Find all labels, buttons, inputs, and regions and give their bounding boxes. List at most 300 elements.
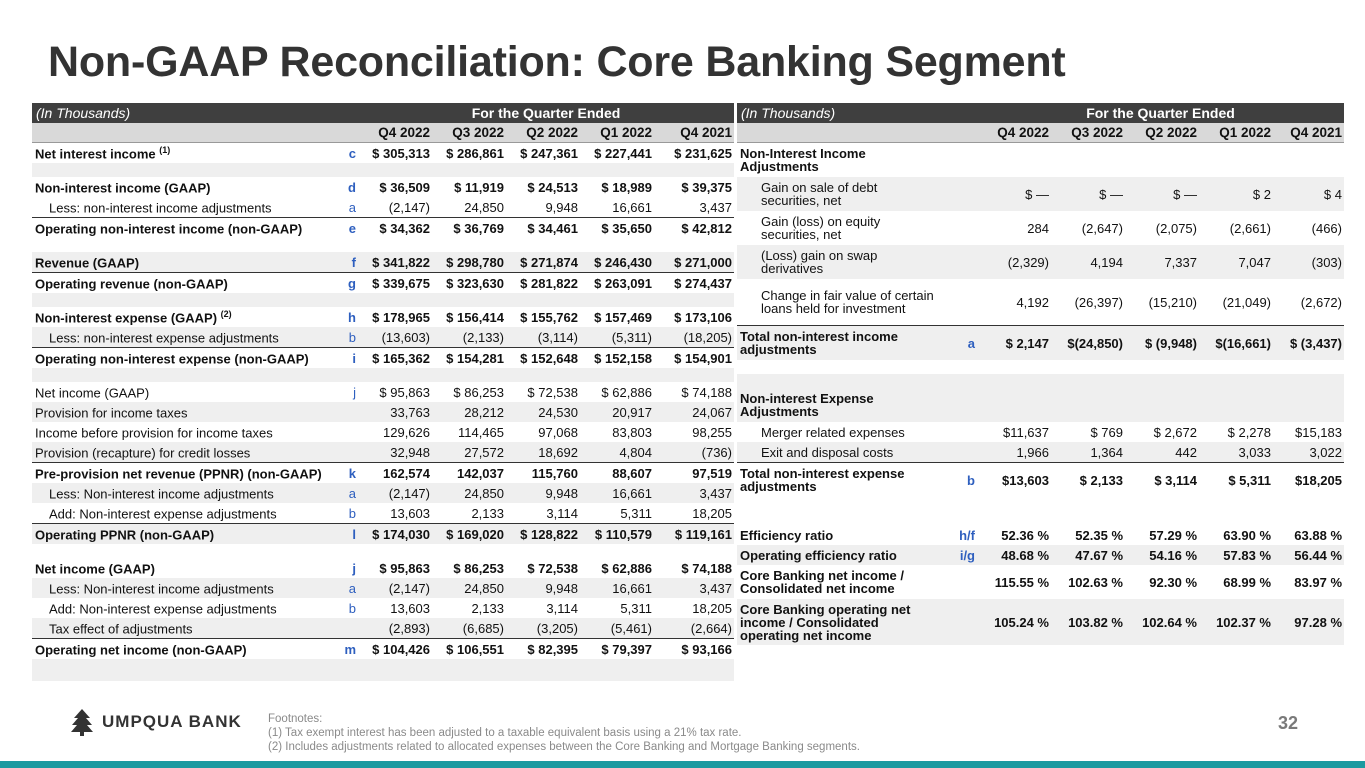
row-label-text: Net income (GAAP)	[35, 561, 155, 577]
row-value: (2,133)	[432, 327, 506, 348]
row-value: $ —	[977, 177, 1051, 211]
row-value: 18,205	[692, 505, 732, 521]
row-value: $ 86,253	[453, 560, 504, 576]
row-ref-letter: j	[352, 560, 356, 576]
left-period-header: For the Quarter Ended	[358, 103, 734, 123]
spacer-row	[737, 360, 1344, 374]
row-value: 48.68 %	[977, 545, 1051, 565]
row-value: $13,603	[977, 463, 1051, 498]
right-unit-label: (In Thousands)	[737, 103, 937, 123]
col-header: Q2 2022	[1125, 123, 1199, 143]
row-label	[32, 143, 340, 164]
col-header: Q4 2021	[654, 123, 734, 143]
table-row	[32, 558, 734, 578]
row-value: 97,068	[538, 424, 578, 440]
table-row	[32, 618, 734, 639]
row-value: $ 2,147	[977, 326, 1051, 361]
row-label-text: Add: Non-interest expense adjustments	[49, 601, 277, 617]
row-label	[32, 327, 340, 348]
row-value: $ 2,672	[1153, 424, 1197, 440]
col-header: Q2 2022	[506, 123, 580, 143]
row-label-text: Add: Non-interest expense adjustments	[49, 506, 277, 522]
row-value: (26,397)	[1074, 294, 1123, 310]
row-value: $ 62,886	[601, 384, 652, 400]
table-row	[32, 442, 734, 463]
row-value: $ (3,437)	[1273, 326, 1344, 361]
row-ref-letter: e	[340, 218, 358, 239]
row-footnote-ref: (2)	[220, 308, 232, 319]
table-row	[32, 639, 734, 660]
col-header: Q4 2022	[358, 123, 432, 143]
row-label	[32, 483, 340, 503]
row-value: 13,603	[390, 600, 430, 616]
table-row	[737, 143, 1344, 178]
row-value	[1273, 143, 1344, 178]
row-label	[32, 558, 340, 578]
table-row	[737, 463, 1344, 498]
row-value	[1125, 143, 1199, 178]
table-row	[32, 402, 734, 422]
row-value: 162,574	[358, 463, 432, 484]
row-ref-letter: b	[937, 463, 977, 498]
table-row	[32, 463, 734, 484]
row-value: $ 104,426	[358, 639, 432, 660]
row-label	[32, 503, 340, 524]
row-ref-letter: b	[348, 600, 356, 616]
row-ref-letter	[937, 177, 977, 211]
row-value: $(24,850)	[1051, 326, 1125, 361]
table-row	[32, 348, 734, 369]
row-value: (2,661)	[1229, 220, 1271, 236]
row-value: $ 74,188	[681, 560, 732, 576]
row-label-text: Pre-provision net revenue (PPNR) (non-GAAP)	[35, 466, 322, 482]
row-value: $ 35,650	[580, 218, 654, 239]
left-reconciliation-table	[32, 103, 734, 681]
row-value: 442	[1125, 442, 1199, 463]
row-value: $ 154,281	[432, 348, 506, 369]
row-value: $ 323,630	[432, 273, 506, 294]
row-value: 83.97 %	[1294, 574, 1342, 590]
row-label	[32, 639, 340, 660]
table-row	[32, 524, 734, 545]
row-value	[1051, 143, 1125, 178]
row-value: 57.29 %	[1149, 527, 1197, 543]
row-label-text: Operating net income (non-GAAP)	[35, 642, 247, 658]
row-value: $ 341,822	[358, 252, 432, 273]
row-value: $ 82,395	[506, 639, 580, 660]
row-value: 142,037	[432, 463, 506, 484]
row-ref-letter	[937, 279, 977, 326]
row-value: $ 271,874	[506, 252, 580, 273]
row-value: $ 157,469	[594, 309, 652, 325]
row-value: $ 174,030	[358, 524, 432, 545]
row-value: (13,603)	[358, 327, 432, 348]
row-label: Total non-interest income adjustments	[737, 326, 937, 361]
row-value: $ 231,625	[674, 145, 732, 161]
row-label-text: Income before provision for income taxes	[35, 425, 273, 441]
row-value: (736)	[654, 442, 734, 463]
row-label: Operating efficiency ratio	[737, 545, 937, 565]
right-reconciliation-table	[737, 103, 1344, 645]
row-label-text: Net interest income	[35, 146, 156, 162]
row-value: 16,661	[612, 199, 652, 215]
row-value: $ 42,812	[654, 218, 734, 239]
col-header: Q3 2022	[432, 123, 506, 143]
row-ref-letter: c	[348, 145, 356, 161]
row-value: (303)	[1273, 245, 1344, 279]
row-value: 47.67 %	[1051, 545, 1125, 565]
row-value: 9,948	[506, 578, 580, 598]
table-row	[737, 211, 1344, 245]
row-value: $ 36,509	[379, 179, 430, 195]
row-value: $ 110,579	[580, 524, 654, 545]
row-value: $ 106,551	[432, 639, 506, 660]
row-ref-letter: g	[340, 273, 358, 294]
row-label: Efficiency ratio	[740, 527, 834, 543]
row-value: 3,437	[699, 199, 732, 215]
row-value: 3,114	[546, 600, 578, 616]
row-value: (466)	[1311, 220, 1342, 236]
row-label: Core Banking net income / Consolidated net income	[740, 568, 904, 596]
row-label: Non-Interest Income Adjustments	[740, 146, 866, 174]
spacer-row	[737, 511, 1344, 525]
row-value: (2,147)	[388, 199, 430, 215]
row-label	[32, 442, 340, 463]
table-row	[737, 388, 1344, 422]
row-value: $ 11,919	[454, 179, 504, 195]
row-value: 56.44 %	[1273, 545, 1344, 565]
row-label: Core Banking operating net income / Consolidated operating net income	[737, 599, 937, 645]
row-ref-letter	[937, 388, 977, 422]
row-value: (2,664)	[654, 618, 734, 639]
row-value: $ 339,675	[358, 273, 432, 294]
row-value: 20,917	[580, 402, 654, 422]
row-ref-letter	[937, 143, 977, 178]
row-value: 63.90 %	[1223, 527, 1271, 543]
row-value: 52.35 %	[1075, 527, 1123, 543]
table-row	[737, 525, 1344, 545]
spacer-row	[32, 163, 734, 177]
row-value: 3,437	[654, 483, 734, 503]
row-value: (6,685)	[432, 618, 506, 639]
row-value: $ 39,375	[681, 179, 732, 195]
row-value: $ 62,886	[601, 560, 652, 576]
table-row	[32, 273, 734, 294]
row-value: 2,133	[471, 600, 504, 616]
row-value: $ 72,538	[527, 384, 578, 400]
row-label-text: Non-interest expense (GAAP)	[35, 310, 218, 326]
row-value: (5,311)	[580, 327, 654, 348]
row-value: 9,948	[506, 483, 580, 503]
row-value: $ 128,822	[506, 524, 580, 545]
row-value: 4,804	[580, 442, 654, 463]
row-value: 9,948	[545, 199, 578, 215]
row-ref-letter: a	[348, 199, 356, 215]
row-label: Gain (loss) on equity securities, net	[761, 214, 881, 242]
row-value: 114,465	[457, 424, 504, 440]
table-row	[737, 245, 1344, 279]
row-value: $ 95,863	[379, 560, 430, 576]
row-value: $ 298,780	[432, 252, 506, 273]
row-value: $ 119,161	[654, 524, 734, 545]
row-value: 7,337	[1125, 245, 1199, 279]
footnote-1: (1) Tax exempt interest has been adjusted to a taxable equivalent basis using a 21% tax rate.	[268, 727, 742, 739]
row-value: $ 74,188	[681, 384, 732, 400]
row-ref-letter: f	[340, 252, 358, 273]
row-value: $ 34,461	[506, 218, 580, 239]
row-label-text: Net income (GAAP)	[35, 385, 150, 401]
row-label-text: Provision (recapture) for credit losses	[35, 445, 251, 461]
spacer-row	[32, 368, 734, 382]
row-value: $ 271,000	[654, 252, 734, 273]
row-value: 24,850	[432, 578, 506, 598]
row-label	[32, 382, 340, 402]
row-value: 52.36 %	[1001, 527, 1049, 543]
row-label	[32, 177, 340, 197]
row-value: 57.83 %	[1199, 545, 1273, 565]
row-ref-letter: a	[340, 483, 358, 503]
footer-accent-bar	[0, 761, 1365, 768]
row-value: $ 93,166	[654, 639, 734, 660]
row-label	[32, 578, 340, 598]
left-column-headers	[32, 123, 734, 143]
row-ref-letter	[340, 442, 358, 463]
row-value: 92.30 %	[1149, 574, 1197, 590]
tree-icon	[68, 707, 96, 737]
row-value: (2,329)	[977, 245, 1051, 279]
row-value: 5,311	[620, 600, 652, 616]
row-value	[1273, 388, 1344, 422]
row-label	[32, 463, 340, 484]
page-number: 32	[1278, 713, 1299, 733]
row-value: 2,133	[471, 505, 504, 521]
row-value: $(16,661)	[1199, 326, 1273, 361]
row-ref-letter: k	[340, 463, 358, 484]
row-value: $ 86,253	[453, 384, 504, 400]
row-value: 1,364	[1051, 442, 1125, 463]
row-label	[32, 422, 340, 442]
row-label	[32, 197, 340, 218]
row-ref-letter: i	[340, 348, 358, 369]
row-value: (2,672)	[1300, 294, 1342, 310]
row-value: $ 24,513	[527, 179, 578, 195]
row-value: 97,519	[654, 463, 734, 484]
row-value: 97.28 %	[1273, 599, 1344, 645]
row-ref-letter	[340, 618, 358, 639]
row-value: $ 3,114	[1125, 463, 1199, 498]
row-value: (2,147)	[358, 578, 432, 598]
row-value: 5,311	[620, 505, 652, 521]
row-value	[1199, 388, 1273, 422]
row-ref-letter	[340, 422, 358, 442]
row-label: Merger related expenses	[761, 424, 905, 440]
table-row	[737, 422, 1344, 442]
row-label-text: Tax effect of adjustments	[49, 621, 193, 637]
row-ref-letter: a	[937, 326, 977, 361]
table-row	[32, 422, 734, 442]
row-value: $ 274,437	[654, 273, 734, 294]
logo-text: UMPQUA BANK	[102, 712, 242, 731]
row-value: 103.82 %	[1051, 599, 1125, 645]
table-row	[32, 307, 734, 327]
col-header: Q4 2022	[977, 123, 1051, 143]
table-row	[32, 578, 734, 598]
row-value: 102.37 %	[1199, 599, 1273, 645]
row-value: 18,692	[506, 442, 580, 463]
table-row	[32, 598, 734, 618]
table-row	[737, 565, 1344, 599]
row-value	[1051, 388, 1125, 422]
row-value: $ 227,441	[594, 145, 652, 161]
row-ref-letter	[937, 422, 977, 442]
spacer-row	[32, 238, 734, 252]
row-label: Change in fair value of certain loans held for investment	[761, 288, 934, 316]
col-header: Q3 2022	[1051, 123, 1125, 143]
row-value: 102.63 %	[1068, 574, 1123, 590]
row-value: $ 2,278	[1227, 424, 1271, 440]
row-value: (3,205)	[506, 618, 580, 639]
row-value: $ 156,414	[446, 309, 504, 325]
row-value: 88,607	[580, 463, 654, 484]
row-value: 83,803	[612, 424, 652, 440]
row-footnote-ref: (1)	[159, 144, 171, 155]
row-value: (15,210)	[1148, 294, 1197, 310]
row-label: Total non-interest expense adjustments	[737, 463, 937, 498]
row-label: (Loss) gain on swap derivatives	[737, 245, 937, 279]
row-label-text: Less: Non-interest income adjustments	[49, 581, 274, 597]
row-value: 54.16 %	[1125, 545, 1199, 565]
row-value: $ 36,769	[432, 218, 506, 239]
row-value: $ 72,538	[527, 560, 578, 576]
row-value: $ (9,948)	[1125, 326, 1199, 361]
row-value: 98,255	[692, 424, 732, 440]
row-label	[32, 348, 340, 369]
row-value: $ 4	[1273, 177, 1344, 211]
table-row	[737, 177, 1344, 211]
row-value: $ 263,091	[580, 273, 654, 294]
row-value: 24,067	[654, 402, 734, 422]
row-value: (2,075)	[1155, 220, 1197, 236]
row-label-text: Provision for income taxes	[35, 405, 188, 421]
right-period-header: For the Quarter Ended	[977, 103, 1344, 123]
row-value: 27,572	[432, 442, 506, 463]
footnotes	[268, 712, 860, 754]
row-value: $ 95,863	[379, 384, 430, 400]
left-header-band	[32, 103, 734, 123]
row-value: 28,212	[432, 402, 506, 422]
row-value: (2,147)	[358, 483, 432, 503]
row-label	[32, 218, 340, 239]
table-row	[32, 197, 734, 218]
row-label-text: Operating PPNR (non-GAAP)	[35, 527, 215, 543]
row-ref-letter	[937, 599, 977, 645]
row-label	[32, 252, 340, 273]
row-value	[977, 388, 1051, 422]
row-value: (18,205)	[654, 327, 734, 348]
row-value: $ 246,430	[580, 252, 654, 273]
row-value: 3,022	[1273, 442, 1344, 463]
row-label: Non-interest Expense Adjustments	[737, 388, 937, 422]
row-value: $ 169,020	[432, 524, 506, 545]
row-value: 63.88 %	[1294, 527, 1342, 543]
row-value: 16,661	[580, 483, 654, 503]
row-ref-letter: a	[340, 578, 358, 598]
spacer-row	[737, 374, 1344, 388]
row-value: $ 769	[1090, 424, 1123, 440]
row-label	[32, 524, 340, 545]
row-label: Exit and disposal costs	[737, 442, 937, 463]
row-ref-letter: b	[340, 327, 358, 348]
umpqua-bank-logo	[68, 707, 242, 737]
row-value: $ 178,965	[372, 309, 430, 325]
row-value: 1,966	[977, 442, 1051, 463]
row-label	[32, 273, 340, 294]
row-label-text: Less: non-interest income adjustments	[49, 200, 272, 216]
row-ref-letter: j	[353, 384, 356, 400]
table-row	[32, 483, 734, 503]
row-label-text: Non-interest income (GAAP)	[35, 180, 211, 196]
row-value: 18,205	[692, 600, 732, 616]
row-ref-letter: h	[348, 309, 356, 325]
row-value: $ 5,311	[1199, 463, 1273, 498]
row-value: 68.99 %	[1223, 574, 1271, 590]
row-value: 13,603	[390, 505, 430, 521]
row-value: $ —	[1051, 177, 1125, 211]
row-value: $ 79,397	[580, 639, 654, 660]
right-column-headers	[737, 123, 1344, 143]
row-label-text: Operating non-interest expense (non-GAAP)	[35, 351, 309, 367]
row-value: 129,626	[383, 424, 430, 440]
row-value: $ 2	[1199, 177, 1273, 211]
spacer-row	[32, 544, 734, 558]
row-value: $ 18,989	[601, 179, 652, 195]
table-row	[32, 382, 734, 402]
row-value: 4,194	[1051, 245, 1125, 279]
row-value: $11,637	[1002, 424, 1049, 440]
row-label	[32, 307, 340, 327]
row-value: 16,661	[580, 578, 654, 598]
right-header-band	[737, 103, 1344, 123]
table-row	[737, 326, 1344, 361]
row-value: $ 2,133	[1051, 463, 1125, 498]
row-label	[32, 598, 340, 618]
row-value: 24,530	[506, 402, 580, 422]
footnote-2: (2) Includes adjustments related to allocated expenses between the Core Banking and Mortgage Banking segments.	[268, 741, 860, 753]
row-ref-letter	[937, 211, 977, 245]
row-ref-letter: d	[348, 179, 356, 195]
row-value: $ 154,901	[654, 348, 734, 369]
left-table-footer-band	[32, 659, 734, 681]
table-row	[32, 218, 734, 239]
row-value: $18,205	[1273, 463, 1344, 498]
row-label: Gain on sale of debt securities, net	[737, 177, 937, 211]
row-ref-letter	[937, 442, 977, 463]
table-row	[737, 279, 1344, 326]
row-value	[977, 143, 1051, 178]
row-value: $ 34,362	[358, 218, 432, 239]
row-value: 3,033	[1199, 442, 1273, 463]
row-ref-letter: b	[348, 505, 356, 521]
row-label-text: Revenue (GAAP)	[35, 255, 140, 271]
row-value: 32,948	[358, 442, 432, 463]
row-ref-letter	[340, 402, 358, 422]
spacer-row	[737, 497, 1344, 511]
row-value: $ 286,861	[446, 145, 504, 161]
table-row	[737, 599, 1344, 645]
row-value: 4,192	[1016, 294, 1049, 310]
row-value: 33,763	[358, 402, 432, 422]
row-ref-letter: l	[340, 524, 358, 545]
